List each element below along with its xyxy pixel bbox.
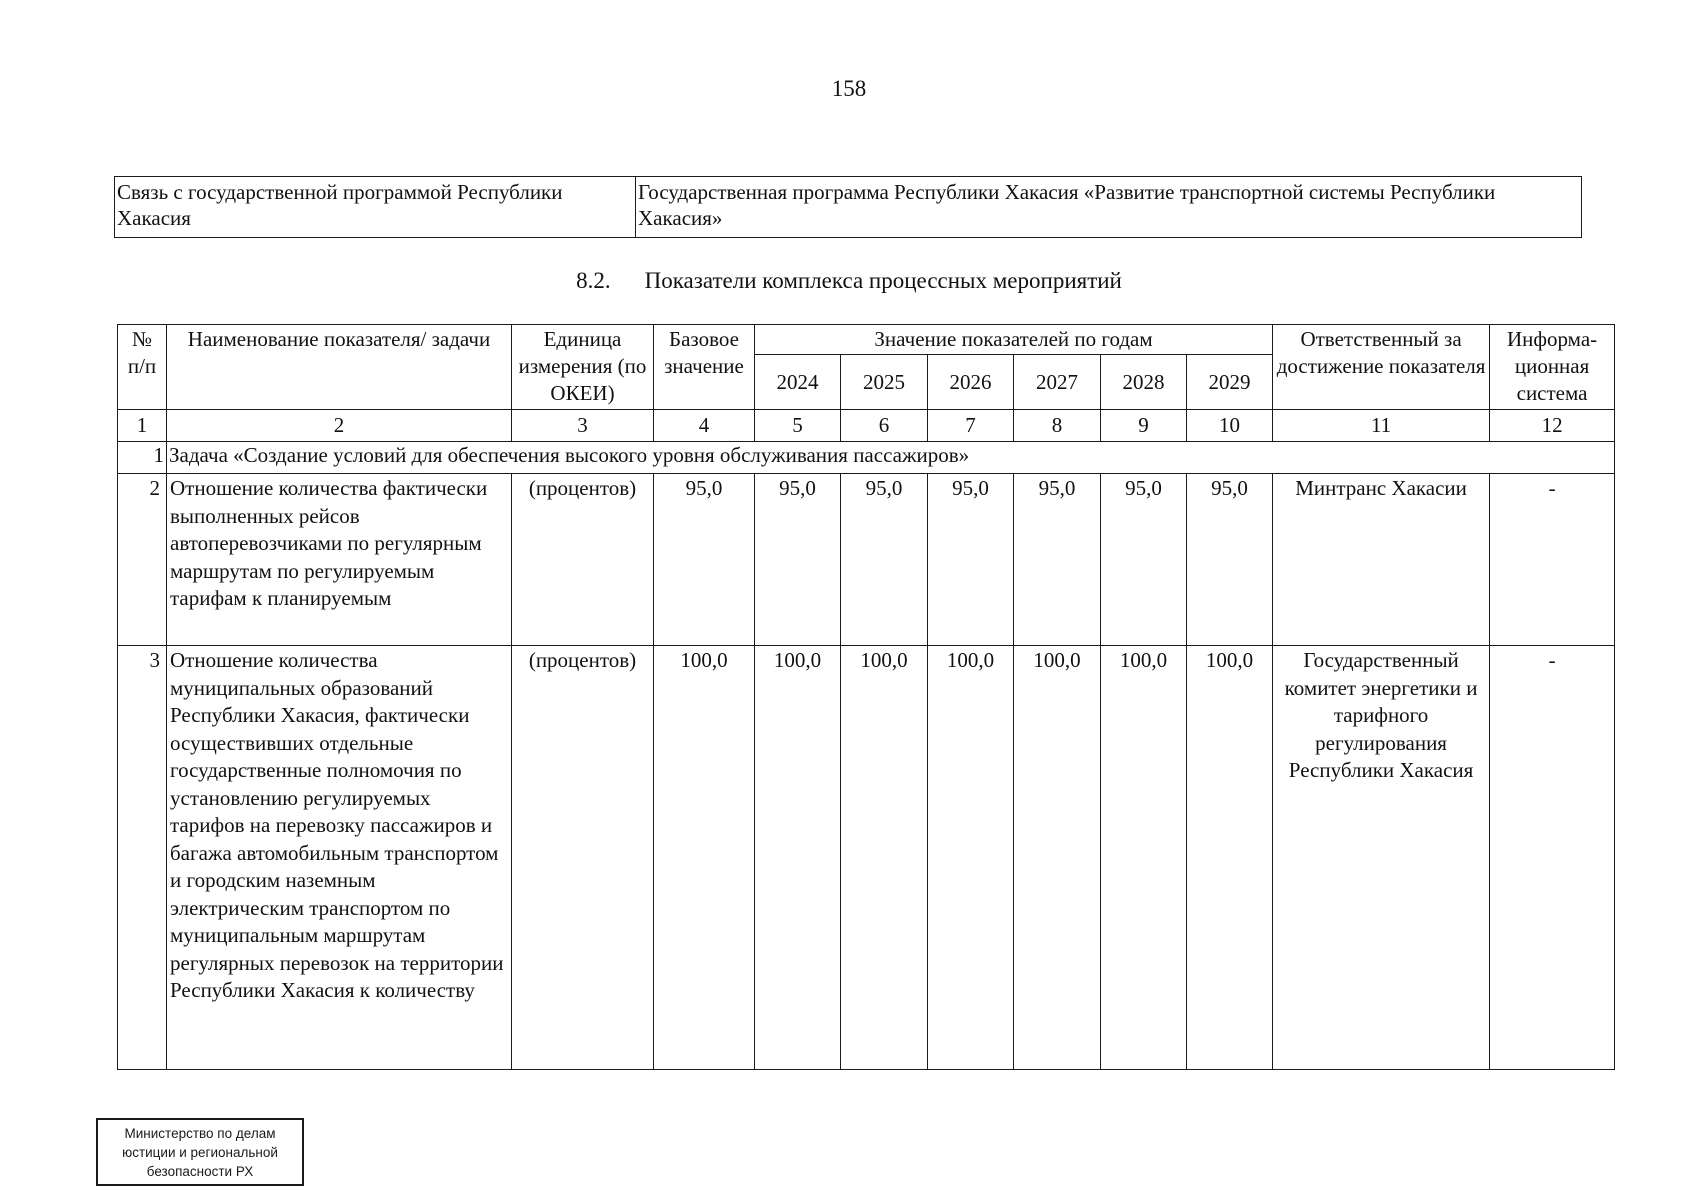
ministry-stamp bbox=[96, 1118, 304, 1186]
column-number: 5 bbox=[755, 410, 841, 442]
row-year-value: 95,0 bbox=[1101, 474, 1187, 646]
stamp-line: юстиции и региональной bbox=[122, 1145, 278, 1160]
column-number: 12 bbox=[1490, 410, 1615, 442]
column-number: 9 bbox=[1101, 410, 1187, 442]
section-title: Показатели комплекса процессных мероприятий bbox=[644, 268, 1122, 293]
header-year: 2025 bbox=[841, 355, 928, 410]
row-responsible: Государственный комитет энергетики и тарифного регулирования Республики Хакасия bbox=[1273, 646, 1490, 1070]
column-number: 4 bbox=[654, 410, 755, 442]
task-num: 1 bbox=[118, 442, 167, 474]
column-number: 10 bbox=[1187, 410, 1273, 442]
row-base-value: 100,0 bbox=[654, 646, 755, 1070]
row-indicator-name: Отношение количества муниципальных образований Республики Хакасия, фактически осуществивших отдельные государственные полномочия по установлению регулируемых тарифов на перевозку пассажиров и багажа автомобильным транспортом и городским наземным электрическим транспортом по муниципальным маршрутам регулярных перевозок на территории Республики Хакасия к количеству bbox=[167, 646, 512, 1070]
row-indicator-name: Отношение количества фактически выполненных рейсов автоперевозчиками по регулярным маршрутам по регулируемым тарифам к планируемым bbox=[167, 474, 512, 646]
row-info-system: - bbox=[1490, 646, 1615, 1070]
header-year: 2027 bbox=[1014, 355, 1101, 410]
column-number: 3 bbox=[512, 410, 654, 442]
row-year-value: 100,0 bbox=[755, 646, 841, 1070]
task-row bbox=[118, 442, 1615, 474]
row-info-system: - bbox=[1490, 474, 1615, 646]
page-number: 158 bbox=[831, 76, 867, 101]
column-number: 7 bbox=[928, 410, 1014, 442]
header-unit: Единица измерения (по ОКЕИ) bbox=[512, 325, 654, 410]
row-year-value: 100,0 bbox=[841, 646, 928, 1070]
column-number: 6 bbox=[841, 410, 928, 442]
table-row bbox=[118, 474, 1615, 646]
row-year-value: 95,0 bbox=[1187, 474, 1273, 646]
row-unit: (процентов) bbox=[512, 474, 654, 646]
column-number: 1 bbox=[118, 410, 167, 442]
row-year-value: 95,0 bbox=[841, 474, 928, 646]
row-unit: (процентов) bbox=[512, 646, 654, 1070]
column-number: 2 bbox=[167, 410, 512, 442]
header-responsible: Ответственный за достижение показателя bbox=[1273, 325, 1490, 410]
header-info-system: Информа-ционная система bbox=[1490, 325, 1615, 410]
header-year: 2024 bbox=[755, 355, 841, 410]
table-row bbox=[118, 646, 1615, 1070]
row-year-value: 95,0 bbox=[1014, 474, 1101, 646]
program-link-value: Государственная программа Республики Хакасия «Развитие транспортной системы Республики Хакасия» bbox=[636, 177, 1582, 238]
header-year: 2026 bbox=[928, 355, 1014, 410]
row-year-value: 95,0 bbox=[928, 474, 1014, 646]
task-text: Задача «Создание условий для обеспечения высокого уровня обслуживания пассажиров» bbox=[167, 442, 1615, 474]
section-number: 8.2. bbox=[576, 268, 611, 293]
row-year-value: 100,0 bbox=[928, 646, 1014, 1070]
row-year-value: 95,0 bbox=[755, 474, 841, 646]
row-year-value: 100,0 bbox=[1014, 646, 1101, 1070]
header-num: № п/п bbox=[118, 325, 167, 410]
row-year-value: 100,0 bbox=[1101, 646, 1187, 1070]
section-heading bbox=[0, 268, 1698, 294]
row-num: 3 bbox=[118, 646, 167, 1070]
program-link-table bbox=[114, 176, 1582, 238]
row-year-value: 100,0 bbox=[1187, 646, 1273, 1070]
program-link-label: Связь с государственной программой Республики Хакасия bbox=[115, 177, 636, 238]
header-name: Наименование показателя/ задачи bbox=[167, 325, 512, 410]
header-year: 2028 bbox=[1101, 355, 1187, 410]
column-number-row bbox=[118, 410, 1615, 442]
header-year: 2029 bbox=[1187, 355, 1273, 410]
row-base-value: 95,0 bbox=[654, 474, 755, 646]
row-num: 2 bbox=[118, 474, 167, 646]
row-responsible: Минтранс Хакасии bbox=[1273, 474, 1490, 646]
indicators-table bbox=[117, 324, 1615, 1070]
stamp-line: Министерство по делам bbox=[124, 1126, 276, 1141]
header-base: Базовое значение bbox=[654, 325, 755, 410]
header-years-group: Значение показателей по годам bbox=[755, 325, 1273, 355]
column-number: 11 bbox=[1273, 410, 1490, 442]
stamp-line: безопасности РХ bbox=[146, 1164, 254, 1179]
column-number: 8 bbox=[1014, 410, 1101, 442]
